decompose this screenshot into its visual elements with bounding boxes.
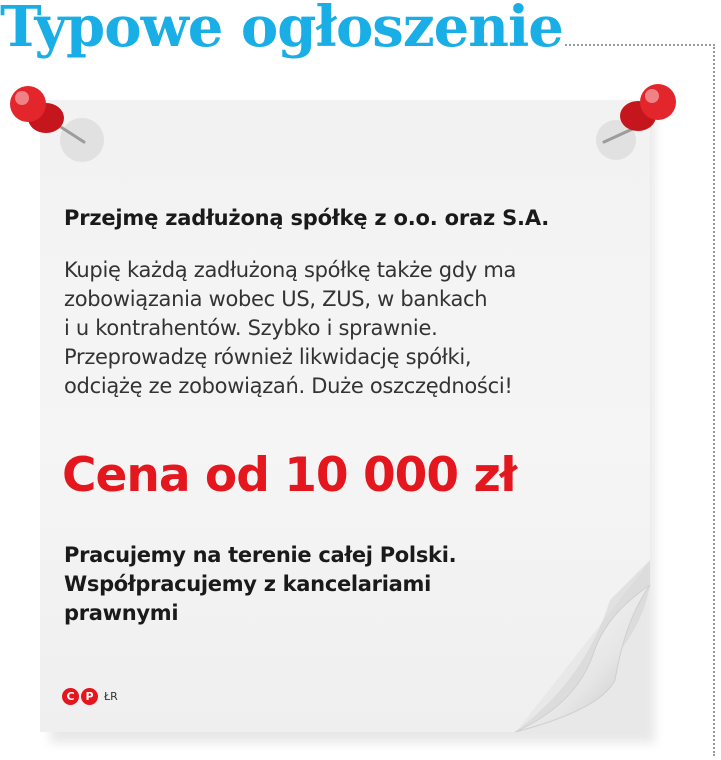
ad-footer-line: prawnymi: [64, 601, 179, 625]
ad-body: [64, 256, 624, 401]
ad-price: Cena od 10 000 zł: [62, 448, 517, 503]
ad-footer-line: Pracujemy na terenie całej Polski.: [64, 543, 457, 567]
ad-body-line: odciążę ze zobowiązań. Duże oszczędności!: [64, 374, 513, 398]
page-title: Typowe ogłoszenie: [0, 0, 563, 60]
ad-footer-line: Współpracujemy z kancelariami: [64, 572, 431, 596]
ad-body-line: Kupię każdą zadłużoną spółkę także gdy ma: [64, 258, 517, 282]
publisher-logo: [62, 688, 98, 705]
ad-body-line: Przeprowadzę również likwidację spółki,: [64, 345, 472, 369]
logo-letter-p: P: [81, 688, 98, 705]
ad-headline: Przejmę zadłużoną spółkę z o.o. oraz S.A.: [64, 206, 550, 230]
pushpin-icon: [0, 82, 110, 172]
pushpin-icon: [590, 82, 700, 172]
ad-body-line: zobowiązania wobec US, ZUS, w bankach: [64, 287, 488, 311]
dotted-frame-top: [565, 44, 715, 46]
logo-letter-c: C: [62, 688, 79, 705]
page-curl-icon: [515, 560, 655, 735]
dotted-frame-right: [713, 44, 715, 756]
author-credit: ŁR: [104, 690, 118, 703]
ad-footer: [64, 541, 456, 628]
ad-body-line: i u kontrahentów. Szybko i sprawnie.: [64, 316, 438, 340]
